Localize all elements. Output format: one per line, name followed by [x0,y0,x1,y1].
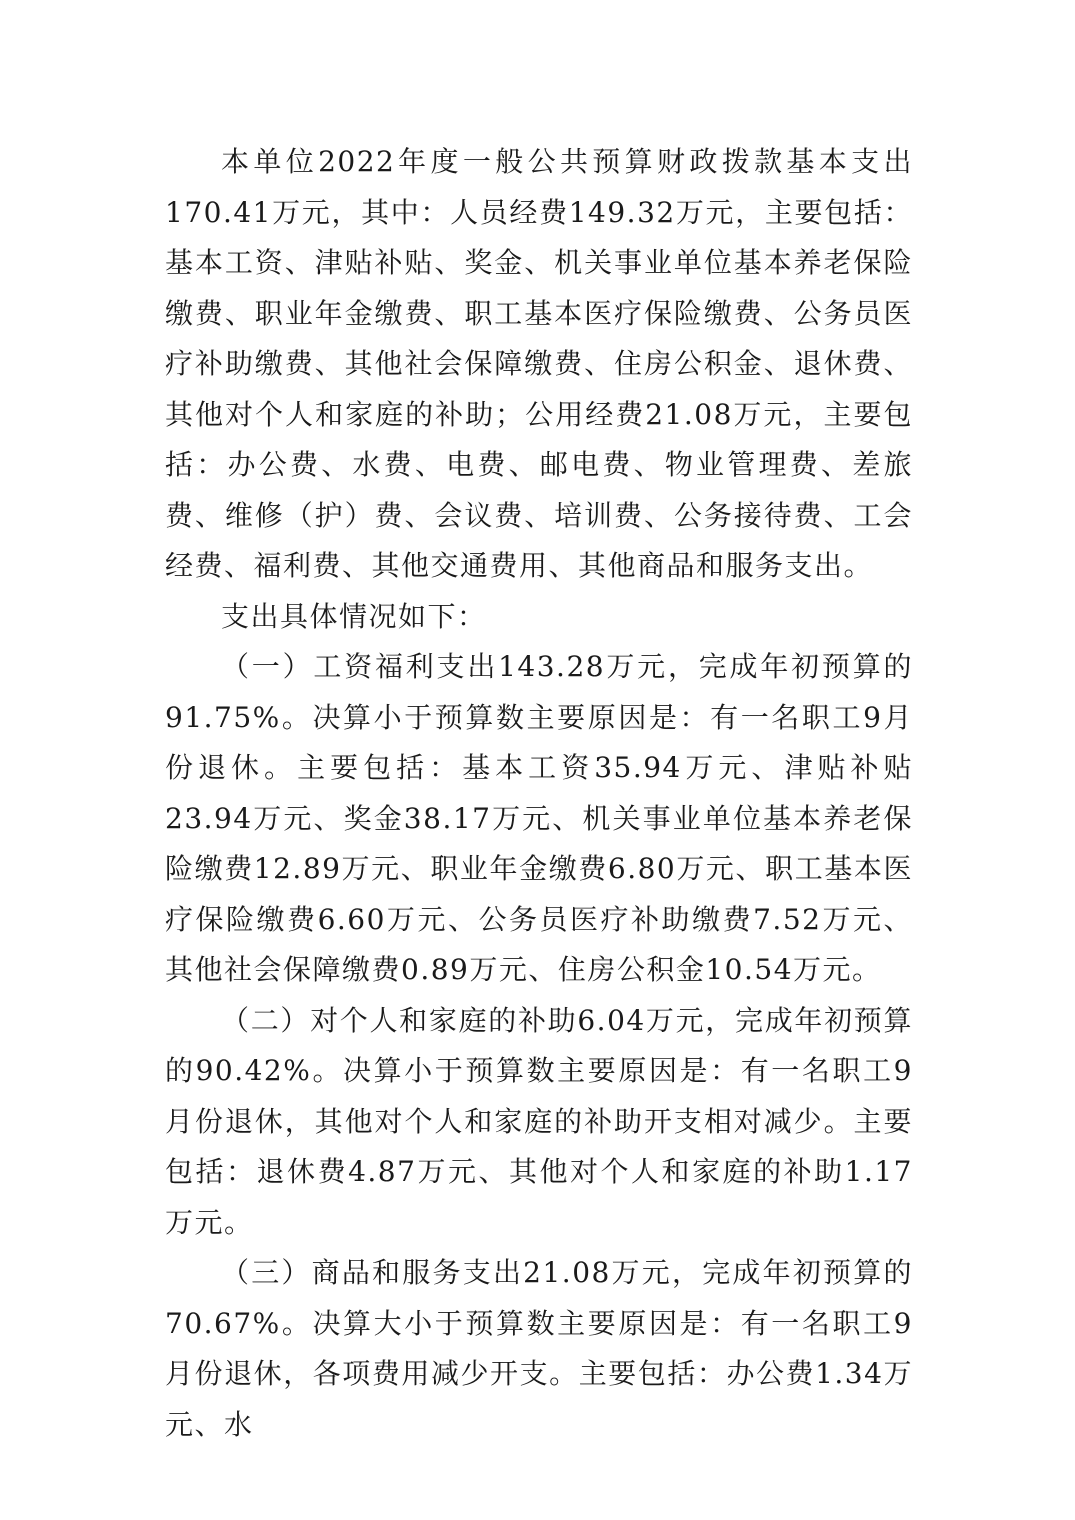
paragraph-individual-family-subsidy: （二）对个人和家庭的补助6.04万元，完成年初预算的90.42%。决算小于预算数主要原因是：有一名职工9月份退休，其他对个人和家庭的补助开支相对减少。主要包括：退休费4.87万元、其他对个人和家庭的补助1.17万元。 [165,1003,913,1239]
document-body [165,137,913,1450]
paragraph-wage-welfare: （一）工资福利支出143.28万元，完成年初预算的91.75%。决算小于预算数主要原因是：有一名职工9月份退休。主要包括：基本工资35.94万元、津贴补贴23.94万元、奖金38.17万元、机关事业单位基本养老保险缴费12.89万元、职业年金缴费6.80万元、职工基本医疗保险缴费6.60万元、公务员医疗补助缴费7.52万元、其他社会保障缴费0.89万元、住房公积金10.54万元。 [165,650,913,986]
paragraph-expenditure-intro: 支出具体情况如下： [221,599,487,633]
paragraph-basic-expenditure: 本单位2022年度一般公共预算财政拨款基本支出170.41万元，其中：人员经费149.32万元，主要包括：基本工资、津贴补贴、奖金、机关事业单位基本养老保险缴费、职业年金缴费、职工基本医疗保险缴费、公务员医疗补助缴费、其他社会保障缴费、住房公积金、退休费、其他对个人和家庭的补助；公用经费21.08万元，主要包括：办公费、水费、电费、邮电费、物业管理费、差旅费、维修（护）费、会议费、培训费、公务接待费、工会经费、福利费、其他交通费用、其他商品和服务支出。 [165,145,913,582]
paragraph-goods-services: （三）商品和服务支出21.08万元，完成年初预算的70.67%。决算大小于预算数主要原因是：有一名职工9月份退休，各项费用减少开支。主要包括：办公费1.34万元、水 [165,1256,913,1441]
